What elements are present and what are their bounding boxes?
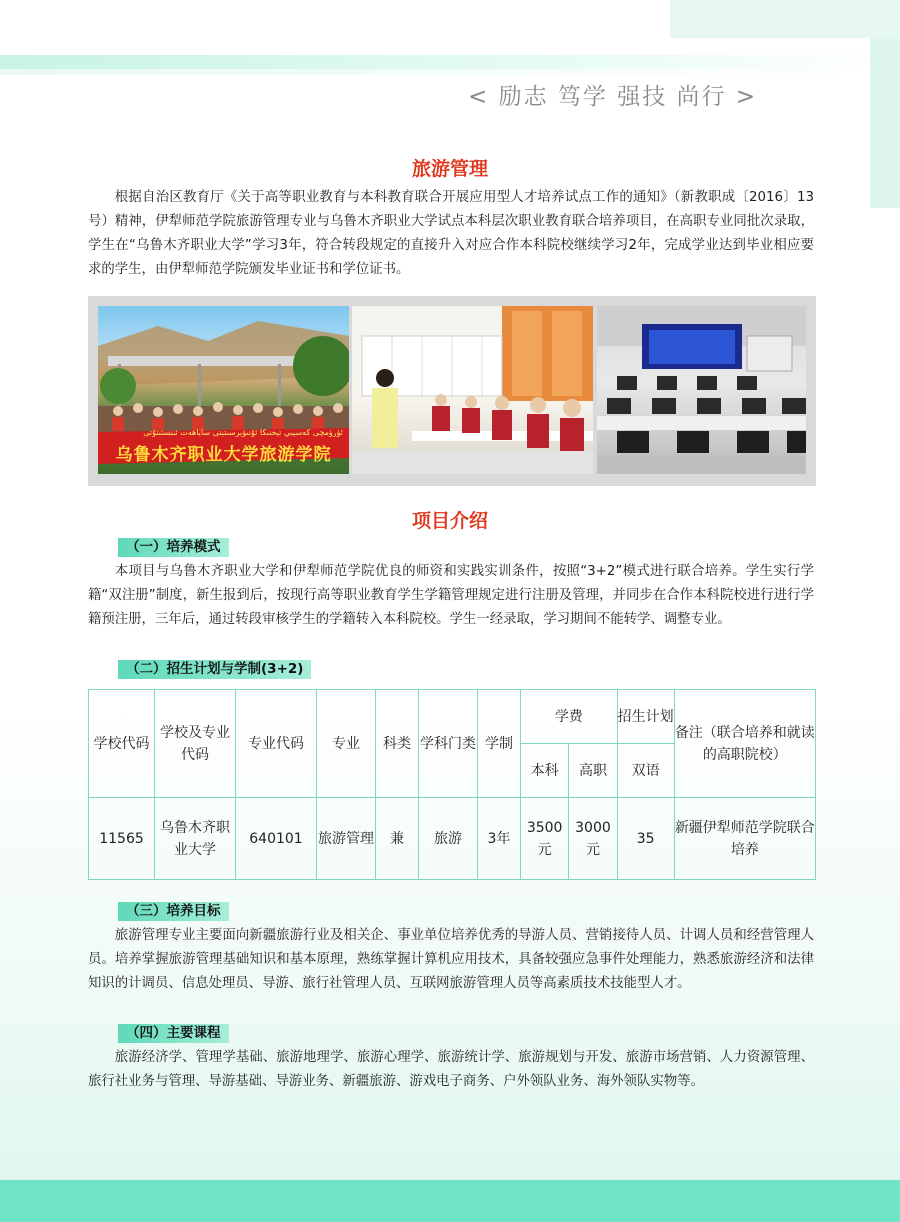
cell-major-code: 640101 [236,798,317,880]
bottom-band [0,1180,900,1222]
cell-school: 乌鲁木齐职业大学 [155,798,236,880]
heading-training-goal: （三）培养目标 [118,902,229,921]
slogan: < 励志 笃学 强技 尚行 > [468,84,758,110]
header-stripe-light [0,69,900,75]
th-discipline: 学科门类 [419,690,478,798]
th-major: 专业 [317,690,376,798]
th-category: 科类 [376,690,419,798]
heading-enrollment-plan: （二）招生计划与学制(3+2) [118,660,311,679]
th-duration: 学制 [478,690,521,798]
cell-duration: 3年 [478,798,521,880]
banner-text: 乌鲁木齐职业大学旅游学院 [115,445,332,465]
cell-school-code: 11565 [89,798,155,880]
th-fee-bachelor: 本科 [521,744,569,798]
training-goal-text: 旅游管理专业主要面向新疆旅游行业及相关企、事业单位培养优秀的导游人员、营销接待人员、计调人员和经营管理人员。培养掌握旅游管理基础知识和基本原理，熟练掌握计算机应用技术，具备较强应急事件处理能力，熟悉旅游经济和法律知识的计调员、信息处理员、导游、旅行社管理人员、互联网旅游管理人员等高素质技术技能型人才。 [88,928,814,991]
th-fee-vocational: 高职 [569,744,617,798]
computer-lab-photo [597,306,806,474]
th-school-code: 学校代码 [89,690,155,798]
classroom-photo [352,306,593,474]
intro-paragraph: 根据自治区教育厅《关于高等职业教育与本科教育联合开展应用型人才培养试点工作的通知》（新教职成〔2016〕13号）精神，伊犁师范学院旅游管理专业与乌鲁木齐职业大学试点本科层次职业教育联合培养项目，在高职专业同批次录取，学生在“乌鲁木齐职业大学”学习3年，符合转段规定的直接升入对应合作本科院校继续学习2年，完成学业达到毕业相应要求的学生，由伊犁师范学院颁发毕业证书和学位证书。 [88,190,814,277]
table-row [89,798,816,880]
outdoor-group-photo [98,306,349,474]
cell-category: 兼 [376,798,419,880]
cell-plan: 35 [617,798,674,880]
cell-remark: 新疆伊犁师范学院联合培养 [674,798,815,880]
th-plan: 招生计划 [617,690,674,744]
th-school-major-code: 学校及专业代码 [155,690,236,798]
cell-discipline: 旅游 [419,798,478,880]
side-decoration [870,38,900,208]
heading-training-mode: （一）培养模式 [118,538,229,557]
cell-fee-bachelor: 3500元 [521,798,569,880]
enrollment-table [88,689,816,880]
photo-strip [88,296,816,486]
heading-main-courses: （四）主要课程 [118,1024,229,1043]
banner-uyghur: ئۈرۈمچى كەسپىي تېخنىكا ئۇنىۋېرسىتېتى ساياھەت ئىنستىتۇتى [143,428,343,437]
cell-major: 旅游管理 [317,798,376,880]
corner-decoration [670,0,900,38]
th-fee: 学费 [521,690,618,744]
th-bilingual: 双语 [617,744,674,798]
page-title: 旅游管理 [411,158,488,180]
th-major-code: 专业代码 [236,690,317,798]
header-stripe [0,55,900,69]
cell-fee-vocational: 3000元 [569,798,617,880]
main-courses-text: 旅游经济学、管理学基础、旅游地理学、旅游心理学、旅游统计学、旅游规划与开发、旅游市场营销、人力资源管理、旅行社业务与管理、导游基础、导游业务、新疆旅游、游戏电子商务、户外领队业务、海外领队实物等。 [88,1050,814,1089]
section-title: 项目介绍 [411,510,488,532]
th-remark: 备注（联合培养和就读的高职院校） [674,690,815,798]
training-mode-text: 本项目与乌鲁木齐职业大学和伊犁师范学院优良的师资和实践实训条件，按照“3+2”模式进行联合培养。学生实行学籍“双注册”制度，新生报到后，按现行高等职业教育学生学籍管理规定进行注册及管理，并同步在合作本科院校进行进行学籍预注册，三年后，通过转段审核学生的学籍转入本科院校。学生一经录取，学习期间不能转学、调整专业。 [88,564,814,627]
